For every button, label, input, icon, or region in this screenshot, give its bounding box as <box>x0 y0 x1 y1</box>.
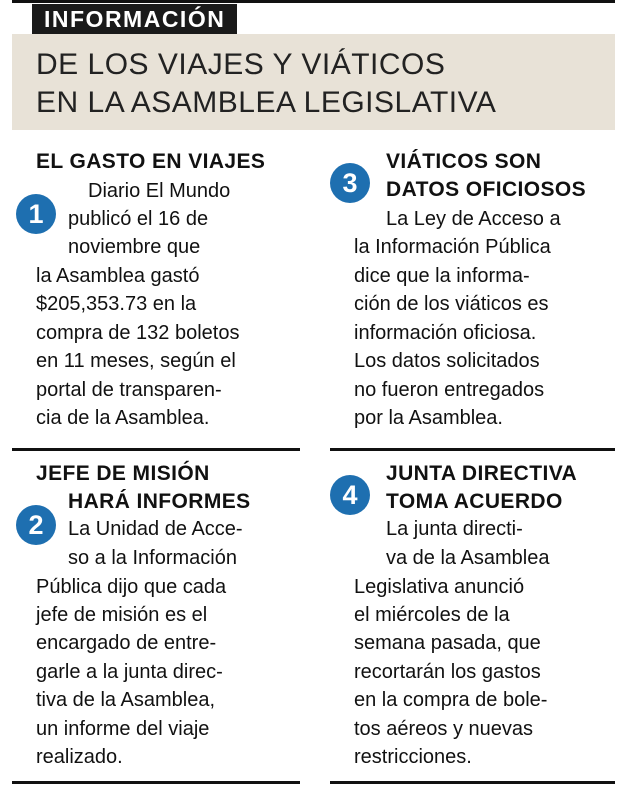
section-2-heading-line-1: JEFE DE MISIÓN <box>36 462 210 485</box>
section-1-body-line: $205,353.73 en la <box>36 293 197 315</box>
header-title-line-2: EN LA ASAMBLEA LEGISLATIVA <box>36 86 497 119</box>
section-4-body-line: recortarán los gastos <box>354 661 541 683</box>
top-rule <box>12 0 615 3</box>
section-1-body-line: cia de la Asamblea. <box>36 407 210 429</box>
section-divider <box>330 781 615 784</box>
section-1-body-line: portal de transparen- <box>36 379 222 401</box>
section-2-body-line: realizado. <box>36 746 123 768</box>
section-2-body-line: encargado de entre- <box>36 632 217 654</box>
section-2-heading-line-2: HARÁ INFORMES <box>68 490 251 513</box>
section-3-heading-line-1: VIÁTICOS SON <box>386 150 542 173</box>
section-4-number-badge: 4 <box>330 475 370 515</box>
section-divider <box>12 448 300 451</box>
section-4-body-line: Legislativa anunció <box>354 576 525 598</box>
section-4-body-line: en la compra de bole- <box>354 689 548 711</box>
section-3-body-line: Los datos solicitados <box>354 350 540 372</box>
section-4-body-line: tos aéreos y nuevas <box>354 718 533 740</box>
section-4-body-line: restricciones. <box>354 746 472 768</box>
header-title-line-1: DE LOS VIAJES Y VIÁTICOS <box>36 48 446 81</box>
section-3-body-line: La Ley de Acceso a <box>386 208 561 230</box>
section-divider <box>330 448 615 451</box>
section-4-body-line: el miércoles de la <box>354 604 510 626</box>
section-4-body-line: semana pasada, que <box>354 632 541 654</box>
section-1-body-line: la Asamblea gastó <box>36 265 200 287</box>
section-3-body-line: ción de los viáticos es <box>354 293 549 315</box>
section-1-heading: EL GASTO EN VIAJES <box>36 150 266 173</box>
section-3-heading-line-2: DATOS OFICIOSOS <box>386 178 587 201</box>
section-1-body-line: publicó el 16 de <box>68 208 209 230</box>
section-1-body-line: compra de 132 boletos <box>36 322 240 344</box>
section-4-body-line: La junta directi- <box>386 518 523 540</box>
section-1-body-line: Diario El Mundo <box>88 180 231 202</box>
section-3-body-line: la Información Pública <box>354 236 551 258</box>
section-3-number-badge: 3 <box>330 163 370 203</box>
section-3-body-line: por la Asamblea. <box>354 407 503 429</box>
section-3-body-line: no fueron entregados <box>354 379 545 401</box>
section-3-body-line: información oficiosa. <box>354 322 537 344</box>
section-2-body-line: Pública dijo que cada <box>36 576 227 598</box>
section-2-body-line: jefe de misión es el <box>36 604 208 626</box>
section-1-body-line: en 11 meses, según el <box>36 350 236 372</box>
section-1-number-badge: 1 <box>16 194 56 234</box>
section-divider <box>12 781 300 784</box>
section-2-number-badge: 2 <box>16 505 56 545</box>
section-2-body-line: La Unidad de Acce- <box>68 518 243 540</box>
header-banner <box>12 34 615 130</box>
section-2-body-line: garle a la junta direc- <box>36 661 223 683</box>
kicker-label: INFORMACIÓN <box>32 4 237 34</box>
section-4-heading-line-2: TOMA ACUERDO <box>386 490 563 513</box>
section-1-body-line: noviembre que <box>68 236 201 258</box>
section-2-body-line: un informe del viaje <box>36 718 210 740</box>
section-3-body-line: dice que la informa- <box>354 265 530 287</box>
section-2-body-line: so a la Información <box>68 547 237 569</box>
section-4-heading-line-1: JUNTA DIRECTIVA <box>386 462 578 485</box>
section-4-body-line: va de la Asamblea <box>386 547 550 569</box>
section-2-body-line: tiva de la Asamblea, <box>36 689 215 711</box>
